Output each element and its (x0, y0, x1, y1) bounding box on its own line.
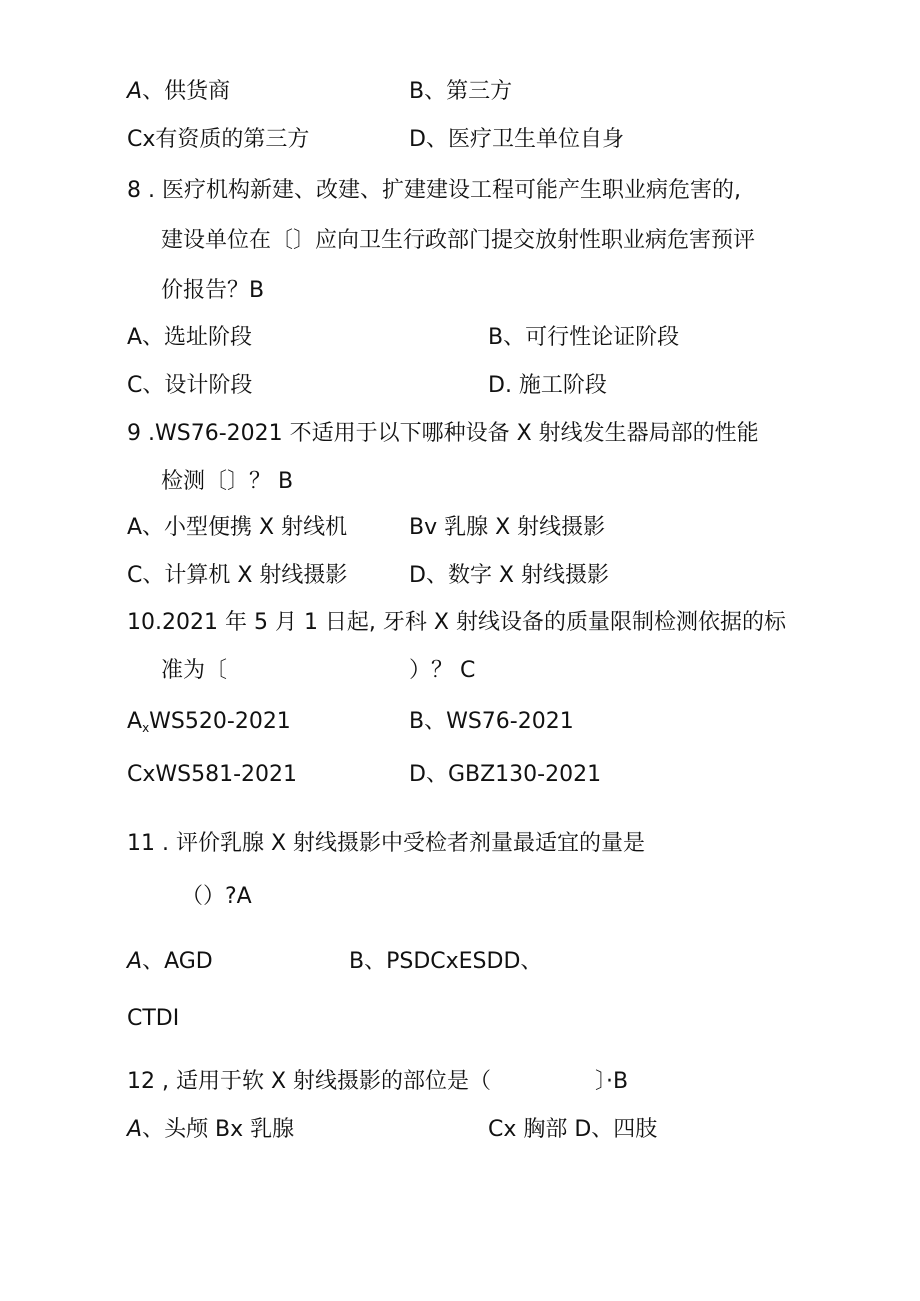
q10-stem-line2-right: ）？ C (409, 658, 476, 683)
q12-stem-right: 〕·B (595, 1069, 629, 1094)
q12-option-a (127, 1119, 294, 1141)
q8-option-c: C、设计阶段 (127, 373, 253, 398)
q9-option-d: D、数字 X 射线摄影 (409, 563, 609, 588)
q10-option-c: CxWS581-2021 (127, 762, 298, 787)
q7-option-a (127, 81, 230, 103)
q8-option-a: A、选址阶段 (127, 325, 253, 350)
q10-option-a (127, 711, 291, 734)
q10-option-d: D、GBZ130-2021 (409, 762, 602, 787)
q8-stem-line2: 建设单位在〔〕应向卫生行政部门提交放射性职业病危害预评 (161, 228, 756, 253)
q7-option-c: Cx有资质的第三方 (127, 127, 310, 152)
q10-stem-line2-left: 准为〔 (161, 658, 228, 683)
q10-stem-line1: 10.2021 年 5 月 1 日起, 牙科 X 射线设备的质量限制检测依据的标 (127, 610, 786, 635)
q10-option-a-text: WS520-2021 (149, 709, 291, 734)
q12-option-c: Cx 胸部 D、四肢 (488, 1117, 658, 1142)
q9-stem-line1: 9 .WS76-2021 不适用于以下哪种设备 X 射线发生器局部的性能 (127, 421, 759, 446)
q10-option-a-letter: A (127, 709, 143, 734)
q9-option-c: C、计算机 X 射线摄影 (127, 563, 348, 588)
q7-option-a-text: 、供货商 (142, 79, 231, 104)
q8-option-d: D. 施工阶段 (488, 373, 607, 398)
q11-stem-line2: （）?A (181, 884, 252, 909)
q11-option-b: B、PSDCxESDD、 (349, 949, 543, 974)
q12-stem-left: 12 , 适用于软 X 射线摄影的部位是（ (127, 1069, 492, 1094)
q12-option-a-text: 、头颅 Bx 乳腺 (142, 1117, 295, 1142)
q11-option-a (127, 951, 213, 973)
q11-stem-line1: 11 . 评价乳腺 X 射线摄影中受检者剂量最适宜的量是 (127, 831, 646, 856)
q11-option-c: CTDI (127, 1006, 180, 1031)
q7-option-a-letter: A (127, 79, 143, 104)
q8-option-b: B、可行性论证阶段 (488, 325, 680, 350)
q8-stem-line3: 价报告？B (161, 278, 265, 303)
q10-option-a-sub: x (142, 721, 150, 735)
q12-option-a-letter: A (127, 1117, 143, 1142)
q9-stem-line2: 检测〔〕？ B (161, 469, 294, 494)
q8-stem-line1: 8 . 医疗机构新建、改建、扩建建设工程可能产生职业病危害的, (127, 178, 741, 203)
q11-option-a-letter: A (127, 949, 143, 974)
q7-option-d: D、医疗卫生单位自身 (409, 127, 624, 152)
q11-option-a-text: 、AGD (142, 949, 213, 974)
q9-option-a: A、小型便携 X 射线机 (127, 515, 348, 540)
q9-option-b: Bv 乳腺 X 射线摄影 (409, 515, 606, 540)
q7-option-b: B、第三方 (409, 79, 513, 104)
q10-option-b: B、WS76-2021 (409, 709, 574, 734)
